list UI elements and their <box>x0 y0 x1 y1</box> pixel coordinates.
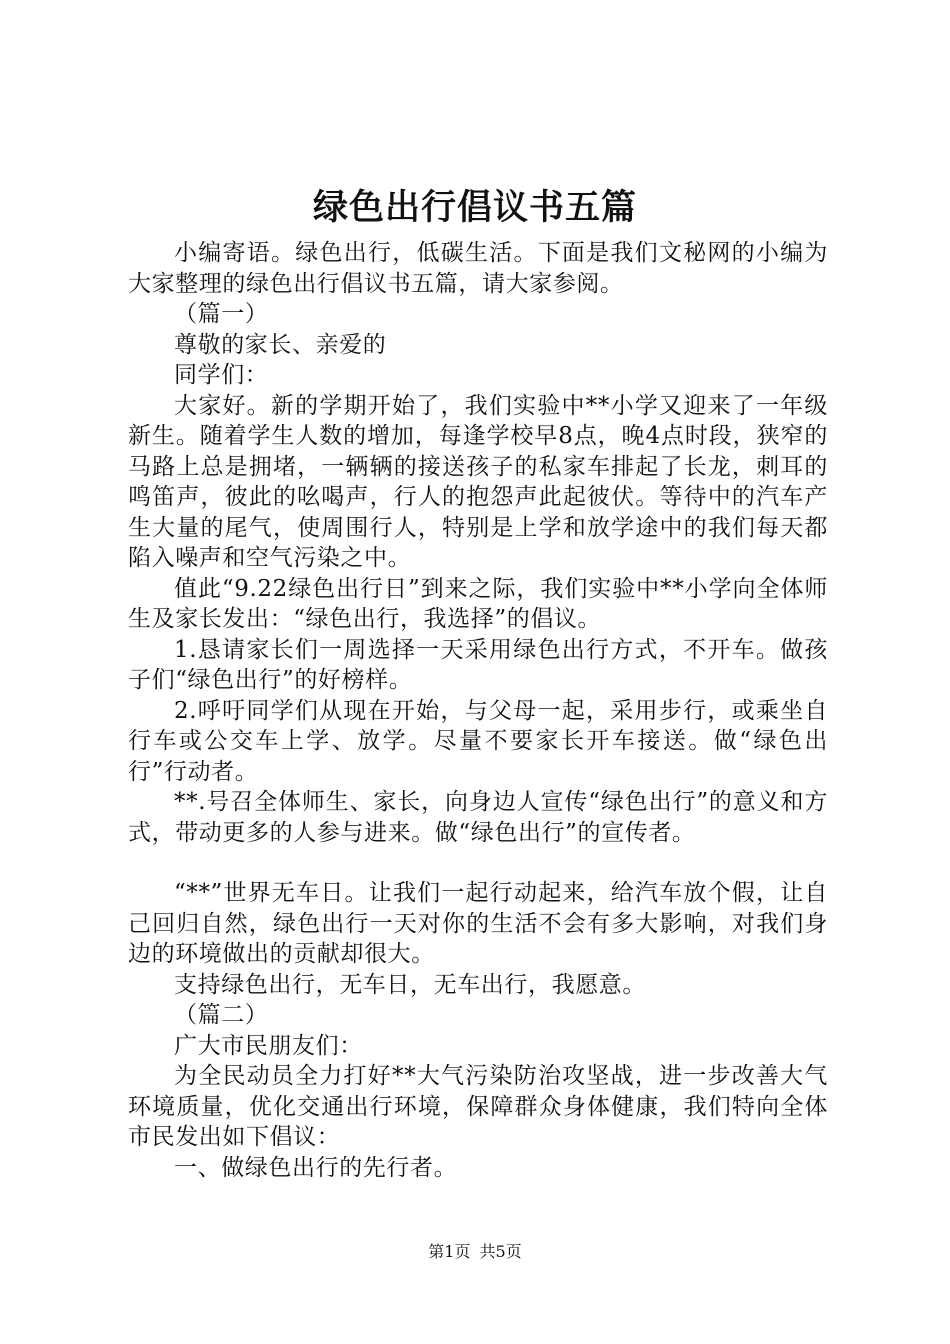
body-paragraph: 大家好。新的学期开始了，我们实验中**小学又迎来了一年级新生。随着学生人数的增加，每逢学校早8点，晚4点时段，狭窄的马路上总是拥堵，一辆辆的接送孩子的私家车排起了长龙，刺耳的鸣笛声，彼此的吆喝声，行人的抱怨声此起彼伏。等待中的汽车产生大量的尾气，使周围行人，特别是上学和放学途中的我们每天都陷入噪声和空气污染之中。 <box>128 392 828 571</box>
document-body <box>128 238 828 1183</box>
salutation-line-1: 尊敬的家长、亲爱的 <box>174 331 387 358</box>
list-item: **.号召全体师生、家长，向身边人宣传“绿色出行”的意义和方式，带动更多的人参与进来。做“绿色出行”的宣传者。 <box>128 789 828 846</box>
salutation-line-2: 同学们： <box>174 362 269 388</box>
page-footer: 第1页 共5页 <box>428 1242 522 1261</box>
salutation-line: 广大市民朋友们： <box>174 1032 363 1059</box>
body-paragraph: 一、做绿色出行的先行者。 <box>174 1154 458 1181</box>
body-paragraph: 为全民动员全力打好**大气污染防治攻坚战，进一步改善大气环境质量，优化交通出行环境，保障群众身体健康，我们特向全体市民发出如下倡议： <box>128 1063 828 1150</box>
list-item: 1.恳请家长们一周选择一天采用绿色出行方式，不开车。做孩子们“绿色出行”的好榜样。 <box>128 636 828 693</box>
section-heading-1: （篇一） <box>174 301 269 327</box>
body-paragraph: 支持绿色出行，无车日，无车出行，我愿意。 <box>174 971 646 998</box>
body-paragraph: 值此“9.22绿色出行日”到来之际，我们实验中**小学向全体师生及家长发出：“绿色出行，我选择”的倡议。 <box>128 575 828 632</box>
list-item: 2.呼吁同学们从现在开始，与父母一起，采用步行，或乘坐自行车或公交车上学、放学。尽量不要家长开车接送。做“绿色出行”行动者。 <box>128 697 828 785</box>
body-paragraph: “**”世界无车日。让我们一起行动起来，给汽车放个假，让自己回归自然，绿色出行一天对你的生活不会有多大影响，对我们身边的环境做出的贡献却很大。 <box>128 880 828 967</box>
section-heading-2: （篇二） <box>174 1002 269 1028</box>
intro-paragraph: 小编寄语。绿色出行，低碳生活。下面是我们文秘网的小编为大家整理的绿色出行倡议书五篇，请大家参阅。 <box>128 240 828 297</box>
document-title: 绿色出行倡议书五篇 <box>312 187 637 228</box>
